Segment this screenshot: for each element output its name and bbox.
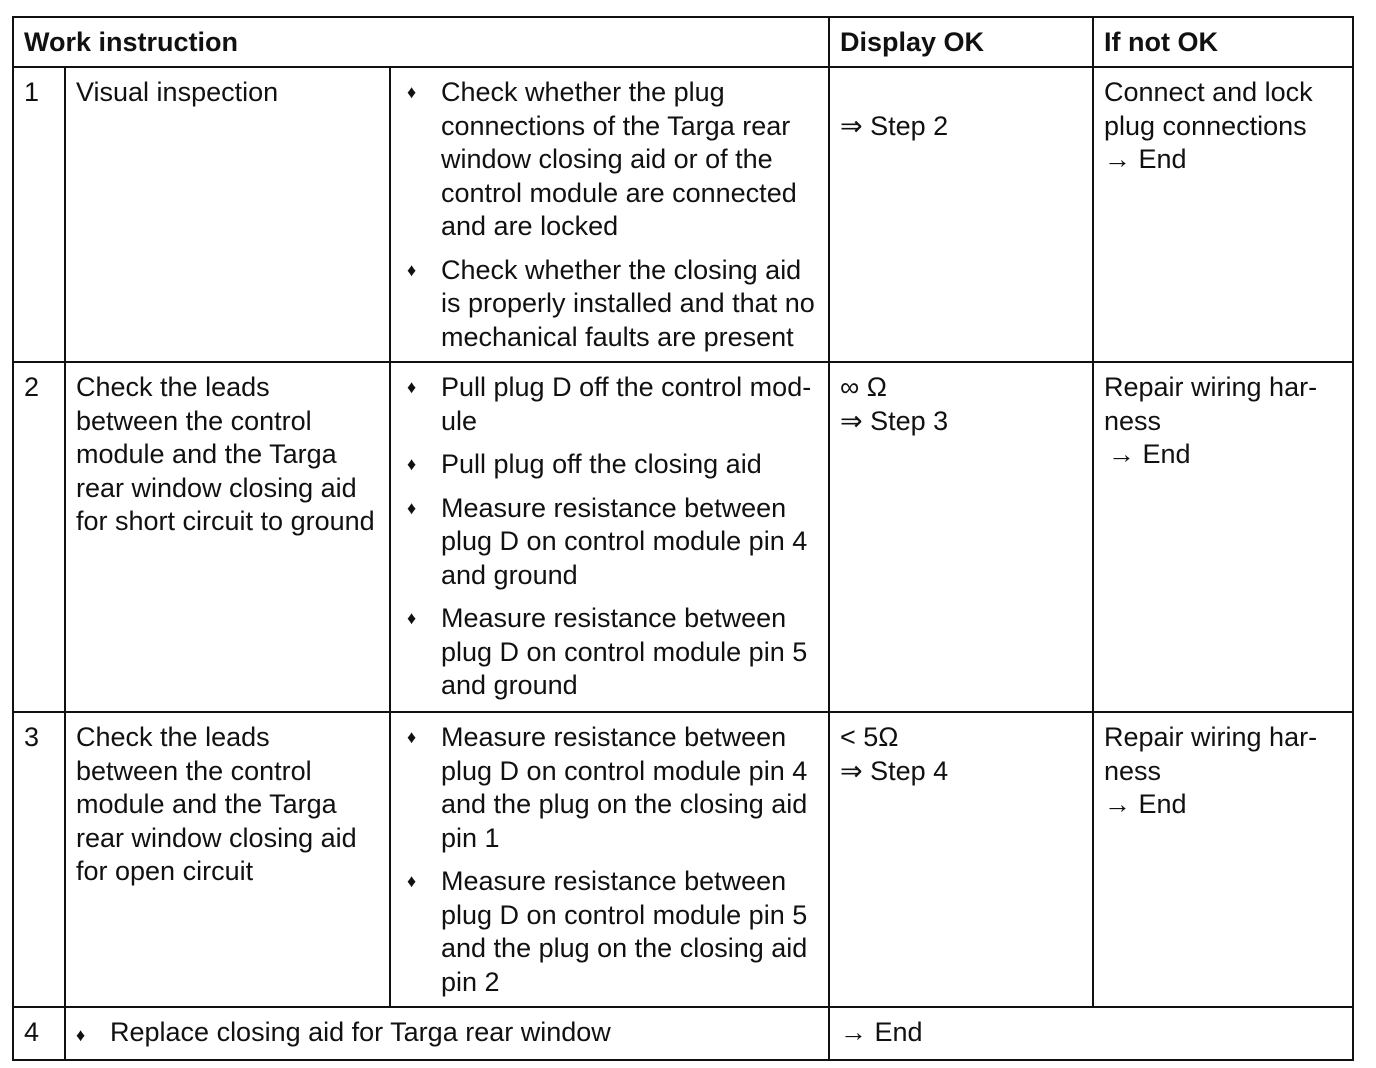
if-not-ok-cell <box>1093 362 1353 712</box>
instruction-item: ♦ Pull plug off the closing aid <box>401 448 818 482</box>
diamond-bullet-icon: ♦ <box>407 497 417 518</box>
instruction-item: ♦ Pull plug D off the control module <box>407 372 812 436</box>
if-not-ok-end: → End <box>1104 144 1187 174</box>
step-instructions <box>390 712 829 1007</box>
table-row <box>13 362 1353 712</box>
table-row <box>13 712 1353 1007</box>
display-ok-value: ⇒ Step 4 <box>840 755 949 786</box>
work-instruction-table <box>12 16 1354 1061</box>
if-not-ok-end: → End <box>1104 789 1187 819</box>
step-number: 3 <box>13 712 65 1007</box>
display-ok-cell <box>829 1007 1353 1060</box>
diamond-bullet-icon: ♦ <box>76 1025 86 1045</box>
if-not-ok-cell <box>1093 712 1353 1007</box>
display-ok-cell <box>829 67 1093 362</box>
step-number: 1 <box>13 67 65 362</box>
diamond-bullet-icon: ♦ <box>407 608 417 628</box>
step-instructions <box>390 67 829 362</box>
if-not-ok-action: Repair wiring harness <box>1104 372 1318 436</box>
diamond-bullet-icon: ♦ <box>407 377 417 397</box>
display-ok-value: → End <box>840 1017 923 1047</box>
header-row <box>13 17 1353 67</box>
diamond-bullet-icon: ♦ <box>407 454 417 474</box>
instruction-item: ♦ Measure resistance between plug D on control module pin 5 and ground <box>407 603 808 700</box>
header-if-not-ok: If not OK <box>1093 17 1353 67</box>
header-display-ok: Display OK <box>829 17 1093 67</box>
instruction-item: ♦ Check whether the closing aid is properly installed and that no mechanical faults are present <box>407 254 815 352</box>
step-number: 4 <box>13 1007 65 1060</box>
instruction-item: ♦ Measure resistance between plug D on control module pin 5 and the plug on the closing aid pin 2 <box>407 866 808 997</box>
instruction-item: ♦ Check whether the plug connections of the Targa rear window closing aid or of the control module are connected and are locked <box>407 77 797 241</box>
display-ok-value: ⇒ Step 3 <box>840 405 949 436</box>
if-not-ok-action: Repair wiring harness <box>1104 722 1318 786</box>
instruction-item: ♦ Measure resistance between plug D on control module pin 4 and the plug on the closing aid pin 1 <box>407 722 808 853</box>
diamond-bullet-icon: ♦ <box>407 259 417 280</box>
header-work-instruction: Work instruction <box>13 17 829 67</box>
display-ok-reading: < 5Ω <box>840 722 899 752</box>
diamond-bullet-icon: ♦ <box>407 82 417 102</box>
display-ok-reading: ∞ Ω <box>840 372 887 402</box>
step-instructions <box>390 362 829 712</box>
step-title: Visual inspection <box>65 67 390 362</box>
step-number: 2 <box>13 362 65 712</box>
display-ok-cell <box>829 362 1093 712</box>
if-not-ok-cell <box>1093 67 1353 362</box>
step-title: Check the leads between the control module and the Targa rear window closing aid for short circuit to ground <box>65 362 390 712</box>
display-ok-cell <box>829 712 1093 1007</box>
if-not-ok-end: → End <box>1108 439 1191 469</box>
table-row <box>13 1007 1353 1060</box>
diamond-bullet-icon: ♦ <box>407 871 417 891</box>
table-row <box>13 67 1353 362</box>
diamond-bullet-icon: ♦ <box>407 727 417 747</box>
display-ok-value: ⇒ Step 2 <box>840 110 949 141</box>
step-title: ♦ Replace closing aid for Targa rear window <box>65 1007 829 1060</box>
instruction-item: ♦ Measure resistance between plug D on control module pin 4 and ground <box>407 492 808 590</box>
step-title: Check the leads between the control module and the Targa rear window closing aid for open circuit <box>65 712 390 1007</box>
if-not-ok-action: Connect and lock plug connections <box>1104 77 1313 141</box>
